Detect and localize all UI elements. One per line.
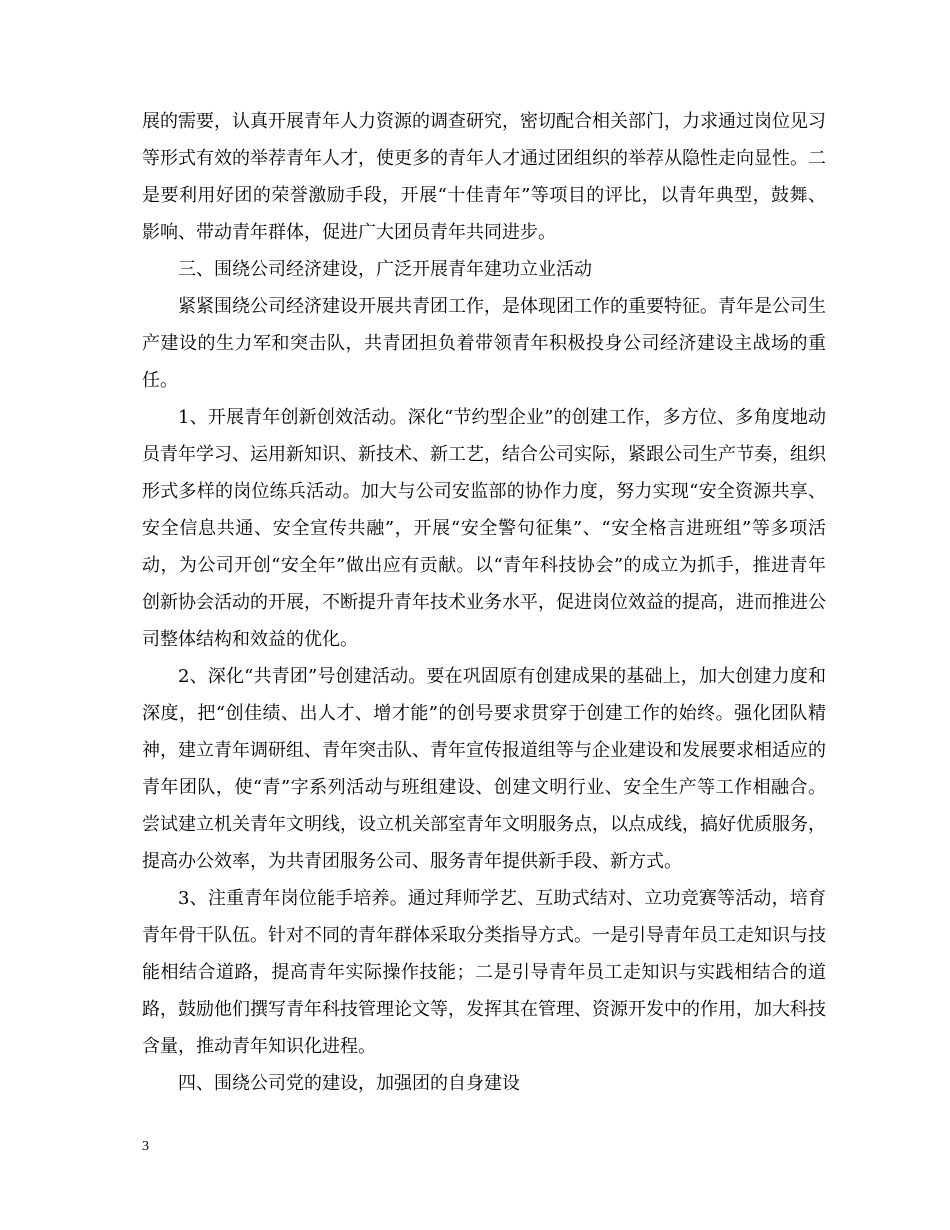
paragraph-continuation: 展的需要，认真开展青年人力资源的调查研究，密切配合相关部门，力求通过岗位见习等形式有效的举荐青年人才，使更多的青年人才通过团组织的举荐从隐性走向显性。二是要利用好团的荣誉激励手段，开展“十佳青年”等项目的评比，以青年典型，鼓舞、影响、带动青年群体，促进广大团员青年共同进步。 <box>142 111 826 243</box>
section-heading-three: 三、围绕公司经济建设，广泛开展青年建功立业活动 <box>178 259 592 280</box>
paragraph-economic-intro: 紧紧围绕公司经济建设开展共青团工作，是体现团工作的重要特征。青年是公司生产建设的生力军和突击队，共青团担负着带领青年积极投身公司经济建设主战场的重任。 <box>142 296 826 391</box>
paragraph-item-one: 1、开展青年创新创效活动。深化“节约型企业”的创建工作，多方位、多角度地动员青年学习、运用新知识、新技术、新工艺，结合公司实际，紧跟公司生产节奏，组织形式多样的岗位练兵活动。加大与公司安监部的协作力度，努力实现“安全资源共享、安全信息共通、安全宣传共融”，开展“安全警句征集”、“安全格言进班组”等多项活动，为公司开创“安全年”做出应有贡献。以“青年科技协会”的成立为抓手，推进青年创新协会活动的开展，不断提升青年技术业务水平，促进岗位效益的提高，进而推进公司整体结构和效益的优化。 <box>142 407 826 650</box>
section-heading-four: 四、围绕公司党的建设，加强团的自身建设 <box>178 1073 520 1094</box>
document-body <box>142 103 826 1102</box>
paragraph-item-two: 2、深化“共青团”号创建活动。要在巩固原有创建成果的基础上，加大创建力度和深度，把“创佳绩、出人才、增才能”的创号要求贯穿于创建工作的始终。强化团队精神，建立青年调研组、青年突击队、青年宣传报道组等与企业建设和发展要求相适应的青年团队，使“青”字系列活动与班组建设、创建文明行业、安全生产等工作相融合。尝试建立机关青年文明线，设立机关部室青年文明服务点，以点成线，搞好优质服务，提高办公效率，为共青团服务公司、服务青年提供新手段、新方式。 <box>142 666 826 872</box>
page-number: 3 <box>142 1139 149 1154</box>
paragraph-item-three: 3、注重青年岗位能手培养。通过拜师学艺、互助式结对、立功竞赛等活动，培育青年骨干队伍。针对不同的青年群体采取分类指导方式。一是引导青年员工走知识与技能相结合道路，提高青年实际操作技能；二是引导青年员工走知识与实践相结合的道路，鼓励他们撰写青年科技管理论文等，发挥其在管理、资源开发中的作用，加大科技含量，推动青年知识化进程。 <box>142 888 826 1057</box>
